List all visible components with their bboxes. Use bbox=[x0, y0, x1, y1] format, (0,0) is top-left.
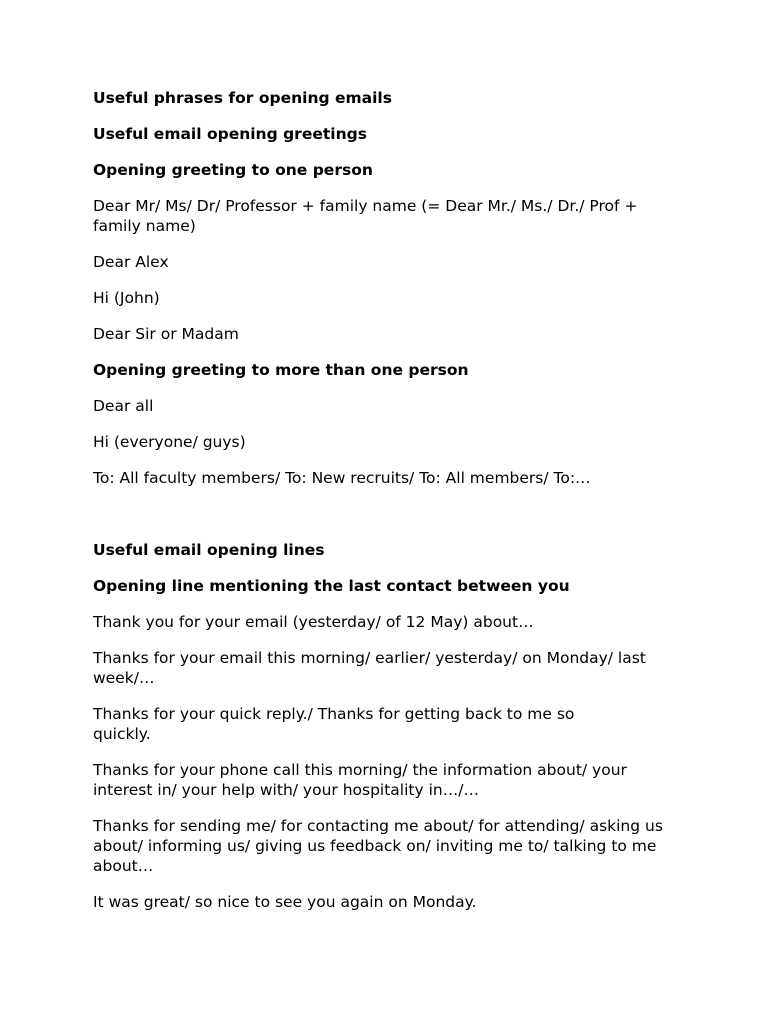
phrase-line: Hi (John) bbox=[93, 289, 160, 307]
section-heading-opening-lines: Useful email opening lines bbox=[93, 541, 325, 559]
phrase-line: Thanks for sending me/ for contacting me about/ for attending/ asking us about/ informing us/ giving us feedback on/ inviting me to/ talking to me about… bbox=[93, 817, 663, 875]
document-page bbox=[93, 88, 693, 912]
phrase-line: Thanks for your quick reply./ Thanks for getting back to me so quickly. bbox=[93, 705, 575, 743]
phrase-line: Thank you for your email (yesterday/ of 12 May) about… bbox=[93, 613, 534, 631]
phrase-line: To: All faculty members/ To: New recruits/ To: All members/ To:… bbox=[93, 469, 591, 487]
section-heading-greetings: Useful email opening greetings bbox=[93, 125, 367, 143]
phrase-line: Dear all bbox=[93, 397, 154, 415]
subheading-more-than-one-person: Opening greeting to more than one person bbox=[93, 361, 469, 379]
phrase-line: Dear Alex bbox=[93, 253, 169, 271]
phrase-line: Dear Mr/ Ms/ Dr/ Professor + family name (= Dear Mr./ Ms./ Dr./ Prof + family name) bbox=[93, 197, 638, 235]
subheading-one-person: Opening greeting to one person bbox=[93, 161, 373, 179]
phrase-line: Dear Sir or Madam bbox=[93, 325, 239, 343]
phrase-line: Hi (everyone/ guys) bbox=[93, 433, 246, 451]
phrase-line: Thanks for your phone call this morning/ the information about/ your interest in/ your help with/ your hospitality in…/… bbox=[93, 761, 627, 799]
phrase-line: Thanks for your email this morning/ earlier/ yesterday/ on Monday/ last week/… bbox=[93, 649, 646, 687]
subheading-last-contact: Opening line mentioning the last contact between you bbox=[93, 577, 570, 595]
phrase-line: It was great/ so nice to see you again on Monday. bbox=[93, 893, 477, 911]
document-title: Useful phrases for opening emails bbox=[93, 89, 392, 107]
